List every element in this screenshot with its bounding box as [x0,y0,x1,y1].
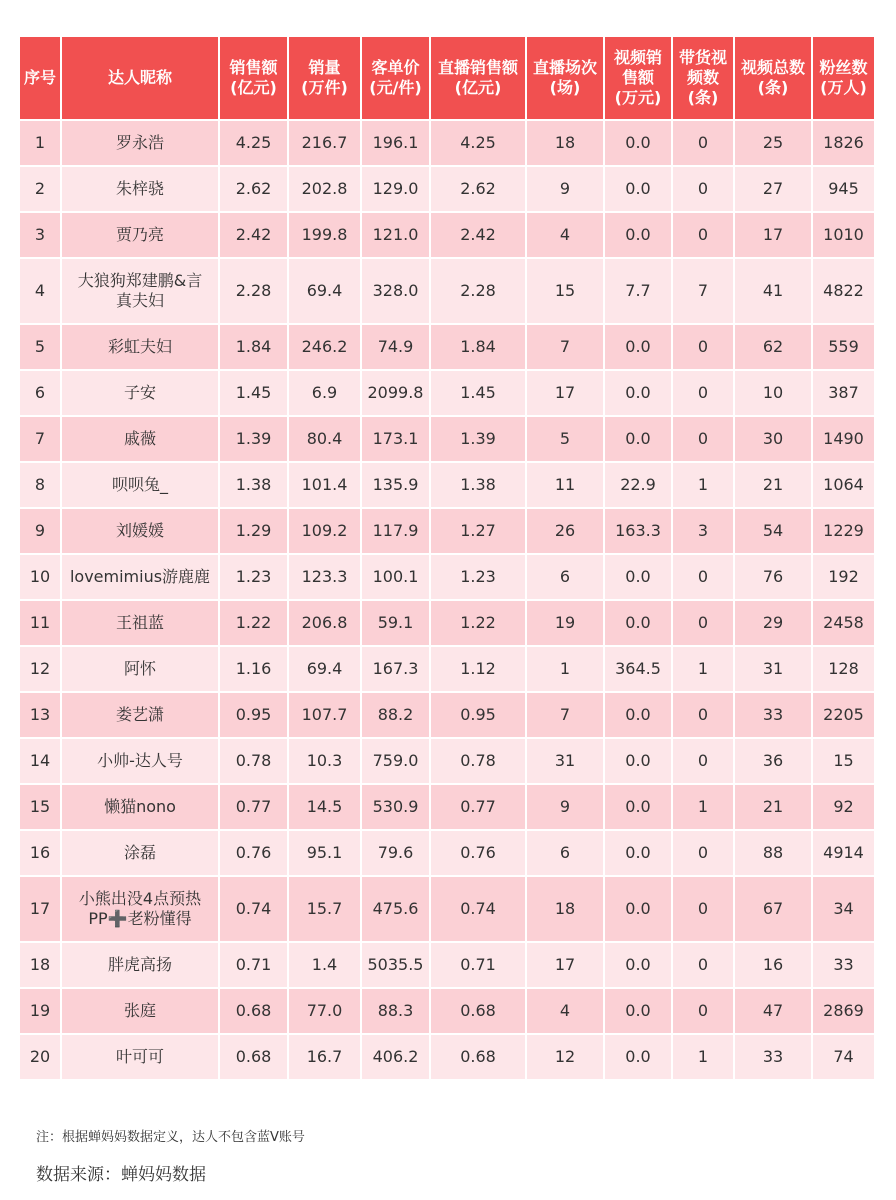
table-cell: 1.38 [431,463,525,507]
table-cell: 328.0 [362,259,429,323]
table-cell: 1 [20,121,60,165]
table-cell: 1.84 [220,325,287,369]
table-cell: 2 [20,167,60,211]
table-cell: 16.7 [289,1035,360,1079]
table-cell: 0.0 [605,601,671,645]
table-cell: 206.8 [289,601,360,645]
table-cell: 阿怀 [62,647,218,691]
column-header: 粉丝数 (万人) [813,37,874,119]
table-cell: 54 [735,509,811,553]
table-row [20,601,874,645]
table-cell: 19 [527,601,603,645]
table-cell: 128 [813,647,874,691]
column-header: 序号 [20,37,60,119]
table-cell: 1.22 [431,601,525,645]
table-cell: 216.7 [289,121,360,165]
table-cell: 0.0 [605,167,671,211]
table-cell: 10 [20,555,60,599]
table-cell: 1.39 [431,417,525,461]
table-cell: 0.0 [605,693,671,737]
table-cell: 贾乃亮 [62,213,218,257]
table-cell: 0.0 [605,555,671,599]
table-cell: 0.0 [605,325,671,369]
table-row [20,943,874,987]
table-cell: 14 [20,739,60,783]
table-cell: 33 [813,943,874,987]
table-cell: 0.0 [605,417,671,461]
table-cell: 4.25 [220,121,287,165]
table-body [20,121,874,1079]
table-cell: 0.0 [605,877,671,941]
table-cell: 202.8 [289,167,360,211]
table-cell: 80.4 [289,417,360,461]
table-cell: 9 [527,167,603,211]
table-cell: 88.2 [362,693,429,737]
table-cell: 18 [527,877,603,941]
table-cell: 0.71 [431,943,525,987]
table-cell: 叶可可 [62,1035,218,1079]
table-cell: 167.3 [362,647,429,691]
table-cell: 107.7 [289,693,360,737]
table-cell: 36 [735,739,811,783]
table-cell: 29 [735,601,811,645]
table-cell: 22.9 [605,463,671,507]
table-cell: 3 [20,213,60,257]
table-cell: 0.76 [431,831,525,875]
column-header: 客单价 (元/件) [362,37,429,119]
table-cell: 0.0 [605,121,671,165]
table-cell: 101.4 [289,463,360,507]
table-cell: 1064 [813,463,874,507]
table-cell: 0.0 [605,831,671,875]
table-header-row [20,37,874,119]
table-cell: 5035.5 [362,943,429,987]
table-cell: 30 [735,417,811,461]
table-cell: 罗永浩 [62,121,218,165]
table-cell: 0 [673,877,733,941]
table-cell: 530.9 [362,785,429,829]
table-cell: 4 [20,259,60,323]
table-cell: 0.0 [605,785,671,829]
table-cell: 0 [673,371,733,415]
table-cell: 6 [527,831,603,875]
table-cell: 129.0 [362,167,429,211]
table-cell: 1 [673,785,733,829]
table-row [20,555,874,599]
table-row [20,121,874,165]
table-cell: 1.84 [431,325,525,369]
table-cell: 9 [20,509,60,553]
table-cell: 2.62 [431,167,525,211]
table-cell: 2.28 [220,259,287,323]
table-cell: 0.78 [431,739,525,783]
table-cell: 41 [735,259,811,323]
table-cell: 1.27 [431,509,525,553]
table-cell: 2.42 [431,213,525,257]
table-row [20,1035,874,1079]
table-cell: 2205 [813,693,874,737]
table-cell: 1010 [813,213,874,257]
table-cell: 0.0 [605,739,671,783]
table-cell: 0 [673,693,733,737]
table-cell: 7 [527,693,603,737]
table-cell: 0.68 [220,1035,287,1079]
table-cell: 0 [673,213,733,257]
table-cell: 小熊出没4点预热 PP➕老粉懂得 [62,877,218,941]
table-cell: 21 [735,463,811,507]
table-cell: 20 [20,1035,60,1079]
table-cell: 33 [735,1035,811,1079]
table-cell: 0 [673,417,733,461]
table-cell: 406.2 [362,1035,429,1079]
table-cell: 0 [673,601,733,645]
table-cell: 15 [20,785,60,829]
table-cell: 67 [735,877,811,941]
table-cell: 88 [735,831,811,875]
table-cell: 31 [735,647,811,691]
column-header: 直播场次 (场) [527,37,603,119]
table-cell: 戚薇 [62,417,218,461]
table-cell: 15 [527,259,603,323]
table-cell: 0.0 [605,1035,671,1079]
table-cell: 2099.8 [362,371,429,415]
table-cell: 1 [527,647,603,691]
table-cell: 10 [735,371,811,415]
table-cell: 135.9 [362,463,429,507]
table-cell: 2.42 [220,213,287,257]
table-cell: 子安 [62,371,218,415]
table-cell: 1.29 [220,509,287,553]
table-cell: 7 [673,259,733,323]
table-cell: 2.62 [220,167,287,211]
table-cell: 胖虎高扬 [62,943,218,987]
table-cell: 0 [673,555,733,599]
table-cell: 31 [527,739,603,783]
column-header: 销量 (万件) [289,37,360,119]
table-cell: 364.5 [605,647,671,691]
table-cell: 懒猫nono [62,785,218,829]
table-cell: 1826 [813,121,874,165]
table-cell: 8 [20,463,60,507]
table-cell: 11 [527,463,603,507]
table-cell: 109.2 [289,509,360,553]
table-cell: 475.6 [362,877,429,941]
table-cell: 0.95 [431,693,525,737]
table-cell: 88.3 [362,989,429,1033]
table-cell: 100.1 [362,555,429,599]
table-row [20,877,874,941]
table-row [20,739,874,783]
table-cell: 17 [20,877,60,941]
table-cell: 0.95 [220,693,287,737]
table-cell: 1.4 [289,943,360,987]
table-cell: 0 [673,989,733,1033]
table-cell: 0.74 [220,877,287,941]
table-cell: 1.38 [220,463,287,507]
table-cell: 10.3 [289,739,360,783]
table-cell: 7.7 [605,259,671,323]
table-row [20,509,874,553]
table-cell: 0.0 [605,989,671,1033]
table-cell: 4 [527,213,603,257]
table-cell: 173.1 [362,417,429,461]
table-cell: 117.9 [362,509,429,553]
table-cell: 彩虹夫妇 [62,325,218,369]
table-row [20,213,874,257]
table-cell: 6.9 [289,371,360,415]
table-cell: 16 [20,831,60,875]
ranking-table-container [18,35,874,1081]
table-cell: 王祖蓝 [62,601,218,645]
table-cell: 0.0 [605,213,671,257]
table-cell: 27 [735,167,811,211]
table-cell: 47 [735,989,811,1033]
table-cell: 0.0 [605,943,671,987]
column-header: 视频销 售额 (万元) [605,37,671,119]
table-cell: 13 [20,693,60,737]
data-source: 数据来源：蝉妈妈数据 [36,1165,206,1185]
table-cell: 2458 [813,601,874,645]
table-cell: 1.23 [431,555,525,599]
table-cell: 0 [673,739,733,783]
table-cell: 26 [527,509,603,553]
column-header: 达人昵称 [62,37,218,119]
table-cell: 0.77 [431,785,525,829]
table-cell: 945 [813,167,874,211]
table-row [20,417,874,461]
table-cell: 123.3 [289,555,360,599]
table-cell: 5 [20,325,60,369]
table-cell: 14.5 [289,785,360,829]
table-cell: 朱梓骁 [62,167,218,211]
table-cell: 7 [527,325,603,369]
table-cell: 17 [527,371,603,415]
table-cell: 92 [813,785,874,829]
table-cell: 小帅-达人号 [62,739,218,783]
table-cell: 4914 [813,831,874,875]
table-cell: 1.16 [220,647,287,691]
table-row [20,785,874,829]
table-cell: 34 [813,877,874,941]
table-cell: 17 [735,213,811,257]
table-cell: 1.23 [220,555,287,599]
table-cell: 1.12 [431,647,525,691]
table-cell: 12 [527,1035,603,1079]
footnote: 注：根据蝉妈妈数据定义，达人不包含蓝V账号 [36,1130,305,1145]
ranking-table [18,35,876,1081]
table-row [20,693,874,737]
table-cell: 759.0 [362,739,429,783]
table-cell: 16 [735,943,811,987]
table-cell: 0 [673,943,733,987]
table-cell: 246.2 [289,325,360,369]
table-cell: 0 [673,831,733,875]
table-cell: 18 [20,943,60,987]
table-cell: 0 [673,325,733,369]
table-cell: 张庭 [62,989,218,1033]
table-cell: 192 [813,555,874,599]
table-cell: 1.39 [220,417,287,461]
table-cell: 4 [527,989,603,1033]
table-cell: 18 [527,121,603,165]
table-cell: 涂磊 [62,831,218,875]
table-cell: 25 [735,121,811,165]
table-row [20,831,874,875]
table-row [20,989,874,1033]
table-cell: 0.0 [605,371,671,415]
table-cell: 21 [735,785,811,829]
table-cell: 11 [20,601,60,645]
table-cell: 2869 [813,989,874,1033]
table-cell: 7 [20,417,60,461]
table-cell: 95.1 [289,831,360,875]
table-cell: 387 [813,371,874,415]
table-cell: 1.45 [431,371,525,415]
table-cell: 74.9 [362,325,429,369]
table-cell: 79.6 [362,831,429,875]
column-header: 视频总数 (条) [735,37,811,119]
column-header: 销售额 (亿元) [220,37,287,119]
table-row [20,371,874,415]
table-cell: 1.22 [220,601,287,645]
table-cell: 呗呗兔_ [62,463,218,507]
table-cell: 6 [527,555,603,599]
table-cell: 1 [673,647,733,691]
table-cell: 3 [673,509,733,553]
table-cell: 0.74 [431,877,525,941]
table-cell: 163.3 [605,509,671,553]
table-cell: 5 [527,417,603,461]
column-header: 带货视 频数 (条) [673,37,733,119]
table-cell: 4.25 [431,121,525,165]
table-cell: 0 [673,167,733,211]
table-cell: 77.0 [289,989,360,1033]
table-cell: 199.8 [289,213,360,257]
table-cell: 0.77 [220,785,287,829]
column-header: 直播销售额 (亿元) [431,37,525,119]
table-row [20,647,874,691]
table-cell: 1229 [813,509,874,553]
table-cell: 69.4 [289,647,360,691]
table-cell: 0.71 [220,943,287,987]
table-cell: 0.68 [431,989,525,1033]
table-cell: lovemimius游鹿鹿 [62,555,218,599]
table-cell: 娄艺潇 [62,693,218,737]
table-cell: 17 [527,943,603,987]
table-cell: 33 [735,693,811,737]
table-cell: 6 [20,371,60,415]
table-cell: 1490 [813,417,874,461]
table-cell: 62 [735,325,811,369]
table-cell: 0.68 [220,989,287,1033]
table-cell: 4822 [813,259,874,323]
table-cell: 121.0 [362,213,429,257]
table-cell: 74 [813,1035,874,1079]
table-cell: 196.1 [362,121,429,165]
table-cell: 559 [813,325,874,369]
table-cell: 1 [673,1035,733,1079]
table-cell: 12 [20,647,60,691]
table-cell: 大狼狗郑建鹏&言 真夫妇 [62,259,218,323]
table-row [20,325,874,369]
table-cell: 59.1 [362,601,429,645]
table-cell: 0.68 [431,1035,525,1079]
table-cell: 76 [735,555,811,599]
table-cell: 69.4 [289,259,360,323]
table-cell: 0.76 [220,831,287,875]
table-cell: 15.7 [289,877,360,941]
table-row [20,259,874,323]
table-row [20,167,874,211]
table-cell: 刘媛媛 [62,509,218,553]
table-cell: 19 [20,989,60,1033]
table-cell: 9 [527,785,603,829]
table-cell: 0 [673,121,733,165]
table-cell: 0.78 [220,739,287,783]
table-cell: 2.28 [431,259,525,323]
table-row [20,463,874,507]
table-cell: 1 [673,463,733,507]
table-cell: 1.45 [220,371,287,415]
table-cell: 15 [813,739,874,783]
